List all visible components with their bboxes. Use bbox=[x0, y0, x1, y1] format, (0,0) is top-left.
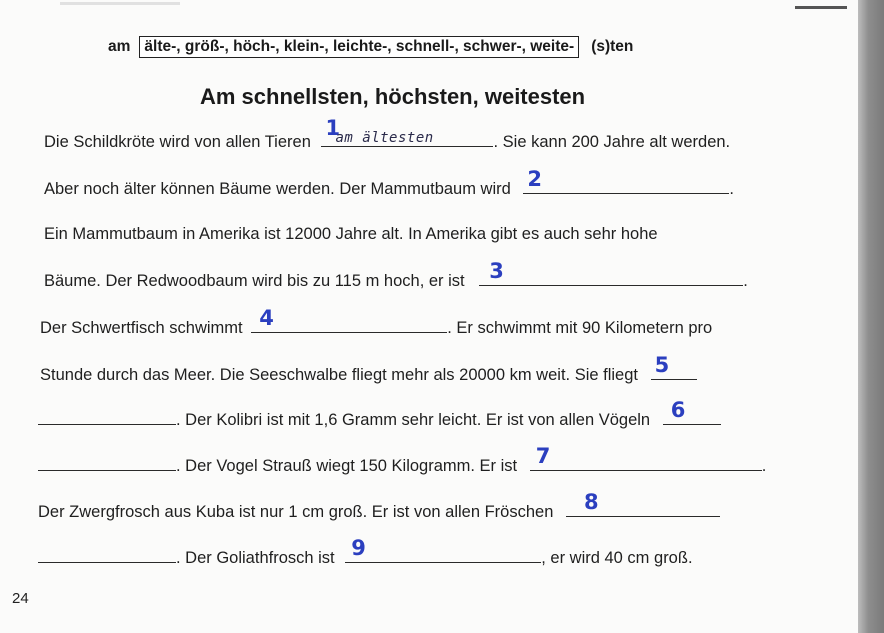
answer-blank-6[interactable] bbox=[663, 398, 721, 425]
blank-number: 3 bbox=[489, 259, 504, 283]
answer-blank-6-cont[interactable] bbox=[38, 454, 176, 471]
answer-blank-8[interactable] bbox=[566, 490, 720, 517]
answer-blank-8-cont[interactable] bbox=[38, 546, 176, 563]
answer-blank-1[interactable] bbox=[321, 116, 493, 147]
blank-number: 7 bbox=[535, 444, 551, 468]
answer-blank-5-cont[interactable] bbox=[38, 408, 176, 425]
answer-blank-9[interactable] bbox=[345, 536, 541, 563]
word-box-row bbox=[108, 34, 633, 60]
scan-artifact bbox=[60, 2, 180, 5]
exercise-line-1: Die Schildkröte wird von allen Tieren 1 am ältesten . Sie kann 200 Jahre alt werden. bbox=[44, 116, 731, 151]
exercise-line-9: Der Zwergfrosch aus Kuba ist nur 1 cm groß. Er ist von allen Fröschen 8 bbox=[38, 500, 720, 522]
exercise-line-10: . Der Goliathfrosch ist 9 , er wird 40 cm groß. bbox=[38, 546, 693, 568]
word-box: älte-, größ-, höch-, klein-, leichte-, schnell-, schwer-, weite- bbox=[139, 36, 579, 58]
blank-number: 4 bbox=[259, 306, 274, 330]
blank-number: 8 bbox=[583, 490, 599, 514]
page-number: 24 bbox=[12, 590, 29, 607]
exercise-line-7: . Der Kolibri ist mit 1,6 Gramm sehr leicht. Er ist von allen Vögeln 6 bbox=[38, 408, 721, 430]
page-title: Am schnellsten, höchsten, weitesten bbox=[200, 84, 586, 109]
blank-number: 6 bbox=[670, 398, 686, 422]
scan-artifact bbox=[795, 6, 847, 9]
exercise-line-3: Ein Mammutbaum in Amerika ist 12000 Jahre alt. In Amerika gibt es auch sehr hohe bbox=[44, 225, 658, 243]
exercise-line-4: Bäume. Der Redwoodbaum wird bis zu 115 m hoch, er ist 3 . bbox=[44, 259, 748, 290]
exercise-line-5: Der Schwertfisch schwimmt 4 . Er schwimmt mit 90 Kilometern pro bbox=[40, 306, 713, 337]
handwritten-answer: am ältesten bbox=[335, 130, 434, 146]
scan-shadow-edge bbox=[858, 0, 884, 633]
exercise-line-2: Aber noch älter können Bäume werden. Der Mammutbaum wird 2 . bbox=[44, 167, 734, 198]
answer-blank-4[interactable] bbox=[251, 306, 447, 333]
blank-number: 5 bbox=[654, 353, 670, 377]
word-box-prefix: am bbox=[108, 38, 131, 55]
answer-blank-3[interactable] bbox=[479, 259, 743, 286]
answer-blank-7[interactable] bbox=[530, 444, 762, 471]
word-box-suffix: (s)ten bbox=[591, 38, 634, 55]
exercise-line-8: . Der Vogel Strauß wiegt 150 Kilogramm. Er ist 7 . bbox=[38, 454, 766, 476]
blank-number: 2 bbox=[527, 167, 543, 191]
answer-blank-5[interactable] bbox=[651, 353, 697, 380]
answer-blank-2[interactable] bbox=[523, 167, 729, 194]
exercise-line-6: Stunde durch das Meer. Die Seeschwalbe fliegt mehr als 20000 km weit. Sie fliegt 5 bbox=[40, 363, 697, 385]
blank-number: 9 bbox=[351, 536, 366, 560]
blank-number: 1 bbox=[325, 116, 341, 140]
